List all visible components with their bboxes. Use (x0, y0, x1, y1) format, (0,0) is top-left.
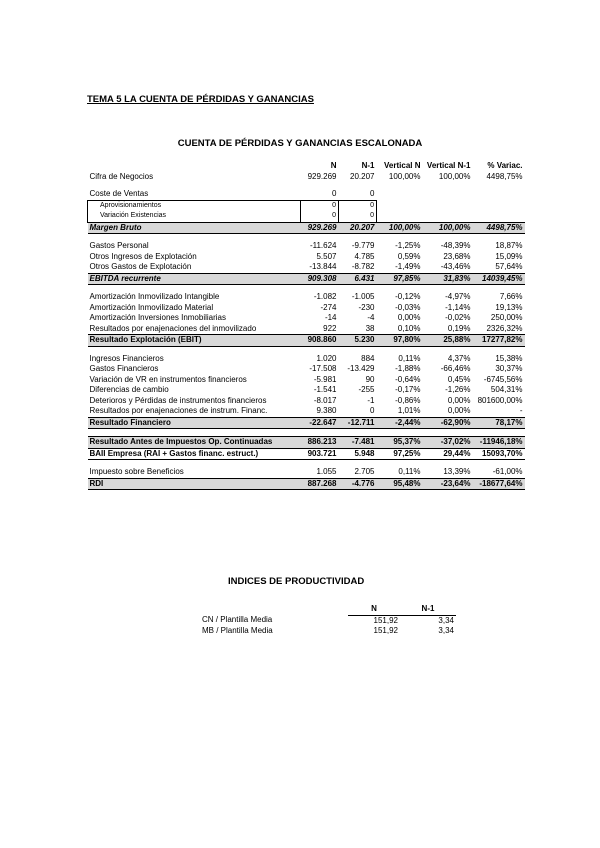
table-row (88, 292, 525, 303)
table-row (88, 406, 525, 417)
value-variation: 18,87% (495, 241, 523, 250)
table-row (88, 189, 525, 200)
value-n1: 5.230 (339, 335, 377, 347)
value-vertical-n1: -4,97% (445, 292, 471, 301)
value-n: 887.268 (301, 478, 339, 490)
value-vertical-n: 0,11% (398, 467, 421, 476)
value-vertical-n: 95,48% (377, 478, 423, 490)
value-n: 1.020 (316, 353, 337, 363)
value-variation: 801600,00% (477, 395, 523, 405)
row-label: Cifra de Negocios (89, 171, 154, 181)
value-vertical-n: -1,88% (395, 364, 421, 373)
value-vertical-n: 0,59% (397, 251, 421, 261)
value-n: -22.647 (301, 417, 339, 429)
row-label: Otros Gastos de Explotación (89, 262, 192, 271)
value-variation: -18677,64% (473, 478, 525, 490)
table-row (200, 626, 456, 637)
subtotal-row (88, 417, 525, 429)
value-n1: -255 (358, 385, 375, 394)
value-vertical-n: 100,00% (388, 171, 421, 181)
value-n1: 0 (339, 200, 377, 211)
value-vertical-n1: -62,90% (423, 417, 473, 429)
table-row (88, 211, 525, 222)
value-n: -11.624 (309, 241, 337, 250)
value-n: -13.844 (309, 262, 337, 271)
value-n1: -1 (367, 395, 375, 405)
table-row (88, 354, 525, 365)
value-n: -8.017 (313, 395, 337, 405)
value-n1: -7.481 (339, 437, 377, 449)
row-label: BAII Empresa (RAI + Gastos financ. estruct.) (88, 448, 301, 460)
table-row (88, 262, 525, 273)
value-variation: 17277,82% (473, 335, 525, 347)
col-header-n: N (330, 161, 337, 170)
column-header-row (200, 604, 456, 615)
value-vertical-n: -1,25% (395, 241, 421, 250)
value-vertical-n: 95,37% (377, 437, 423, 449)
value-vertical-n1: 4,37% (447, 353, 471, 363)
value-vertical-n1: 13,39% (443, 467, 471, 476)
row-label: Aprovisionamientos (88, 200, 301, 211)
value-vertical-n: 0,10% (397, 323, 421, 333)
table-row (88, 364, 525, 375)
value-vertical-n1: 100,00% (438, 171, 471, 181)
row-label: Gastos Personal (89, 241, 149, 250)
page-topic-heading: TEMA 5 LA CUENTA DE PÉRDIDAS Y GANANCIAS (87, 94, 314, 105)
subtotal-row (88, 273, 525, 285)
value-n1: 0 (339, 211, 377, 222)
value-n: 929.269 (301, 222, 339, 234)
row-label: Amortización Inversiones Inmobiliarias (89, 313, 226, 322)
value-vertical-n1: 0,00% (447, 406, 471, 415)
value-n1: -9.779 (351, 241, 375, 250)
value-n: 0 (301, 211, 339, 222)
value-vertical-n: -0,17% (395, 385, 421, 394)
value-n: -1.541 (313, 385, 337, 394)
value-vertical-n: -1,49% (395, 262, 421, 271)
value-n1: 0 (370, 406, 375, 415)
table-row (88, 252, 525, 263)
value-variation: 250,00% (490, 313, 523, 322)
value-vertical-n1: 31,83% (423, 273, 473, 285)
row-label: Resultado Financiero (88, 417, 301, 429)
table-row (88, 467, 525, 478)
row-label: Resultado Antes de Impuestos Op. Continuadas (88, 437, 301, 449)
value-n1: 3,34 (438, 615, 454, 625)
value-vertical-n1: 0,19% (447, 323, 471, 333)
value-n: 908.860 (301, 335, 339, 347)
value-n1: -8.782 (351, 262, 375, 271)
col-header-n: N (348, 604, 400, 615)
value-n: 886.213 (301, 437, 339, 449)
row-label: Variación Existencias (88, 211, 301, 222)
value-n: 909.308 (301, 273, 339, 285)
value-n1: 6.431 (339, 273, 377, 285)
value-vertical-n: 97,80% (377, 335, 423, 347)
value-variation: 14039,45% (473, 273, 525, 285)
row-label: Deterioros y Pérdidas de instrumentos financieros (89, 395, 267, 405)
row-label: Resultados por enajenaciones del inmovilizado (89, 323, 257, 333)
value-n: 0 (301, 200, 339, 211)
value-vertical-n1: -37,02% (423, 437, 473, 449)
value-vertical-n: -0,12% (395, 292, 421, 301)
row-label: Margen Bruto (88, 222, 301, 234)
value-variation: 2326,32% (486, 323, 523, 333)
row-label: Variación de VR en instrumentos financieros (89, 374, 247, 384)
row-label: MB / Plantilla Media (202, 626, 273, 635)
value-variation: 19,13% (495, 302, 523, 312)
income-statement-title: CUENTA DE PÉRDIDAS Y GANANCIAS ESCALONADA (177, 138, 423, 149)
row-label: Impuesto sobre Beneficios (89, 467, 184, 476)
value-n: -274 (320, 302, 337, 312)
row-label: Diferencias de cambio (89, 385, 169, 394)
table-row (88, 241, 525, 252)
value-vertical-n1: -66,46% (440, 364, 471, 373)
subtotal-row (88, 437, 525, 449)
value-n1: 90 (365, 374, 375, 384)
value-vertical-n1: -43,46% (440, 262, 471, 271)
value-variation: 504,31% (490, 385, 523, 394)
value-n1: -1.005 (351, 292, 375, 301)
value-variation: 15,38% (495, 353, 523, 363)
value-n: 922 (323, 323, 337, 333)
value-variation: 15,09% (495, 251, 523, 261)
table-row (88, 313, 525, 324)
row-label: Resultado Explotación (EBIT) (88, 335, 301, 347)
value-vertical-n1: 0,45% (447, 374, 471, 384)
value-variation: -6745,56% (483, 374, 523, 384)
value-variation: -11946,18% (473, 437, 525, 449)
productivity-table (200, 604, 456, 637)
value-n: 1.055 (316, 467, 337, 476)
subtotal-row (88, 335, 525, 347)
value-n1: 884 (361, 353, 375, 363)
value-vertical-n1: -48,39% (440, 241, 471, 250)
value-vertical-n1: -1,26% (445, 385, 471, 394)
value-vertical-n: 0,00% (397, 313, 421, 322)
value-variation: 15093,70% (473, 448, 525, 460)
value-vertical-n: 100,00% (377, 222, 423, 234)
value-vertical-n: 0,11% (398, 353, 421, 363)
col-header-variation: % Variac. (487, 161, 523, 170)
value-n: -5.981 (313, 374, 337, 384)
value-vertical-n1: 23,68% (443, 251, 471, 261)
value-variation: 4498,75% (486, 171, 523, 181)
value-n1: -12.711 (339, 417, 377, 429)
value-vertical-n: 97,25% (377, 448, 423, 460)
col-header-n1: N-1 (361, 161, 375, 170)
value-vertical-n1: 29,44% (423, 448, 473, 460)
col-header-vertical-n1: Vertical N-1 (426, 161, 471, 170)
value-vertical-n1: 25,88% (423, 335, 473, 347)
subtotal-row (88, 222, 525, 234)
value-n1: -13.429 (347, 364, 375, 373)
value-vertical-n: -0,86% (395, 395, 421, 405)
value-n1: 20.207 (339, 222, 377, 234)
value-n: 151,92 (373, 626, 398, 635)
value-n: 929.269 (307, 171, 337, 181)
value-n1: -4 (367, 313, 375, 322)
value-variation: 4498,75% (473, 222, 525, 234)
value-n1: 20.207 (350, 171, 375, 181)
value-n: -17.508 (309, 364, 337, 373)
value-n: -1.082 (313, 292, 337, 301)
col-header-vertical-n: Vertical N (384, 161, 421, 170)
subtotal-row (88, 478, 525, 490)
row-label: Gastos Financieros (89, 364, 159, 373)
row-label: Amortización Inmovilizado Intangible (89, 292, 220, 301)
value-vertical-n: -2,44% (377, 417, 423, 429)
value-vertical-n: -0,64% (395, 374, 421, 384)
value-variation: 57,64% (495, 262, 523, 271)
value-vertical-n1: 0,00% (447, 395, 471, 405)
table-row (88, 200, 525, 211)
income-statement-table (87, 161, 525, 490)
value-n1: 5.948 (339, 448, 377, 460)
value-variation: - (519, 406, 523, 415)
value-vertical-n: 1,01% (397, 406, 421, 415)
value-vertical-n1: -0,02% (445, 313, 471, 322)
value-variation: -61,00% (492, 467, 523, 476)
value-vertical-n1: -1,14% (445, 302, 471, 312)
row-label: EBITDA recurrente (88, 273, 301, 285)
value-n: 903.721 (301, 448, 339, 460)
value-vertical-n: -0,03% (395, 302, 421, 312)
row-label: Resultados por enajenaciones de instrum. Financ. (89, 406, 268, 415)
table-row (88, 396, 525, 407)
value-vertical-n1: -23,64% (423, 478, 473, 490)
value-n: 151,92 (373, 615, 398, 625)
value-n: -14 (324, 313, 337, 322)
productivity-title: INDICES DE PRODUCTIVIDAD (228, 576, 365, 587)
value-n1: 4.785 (354, 251, 375, 261)
table-row (88, 448, 525, 460)
value-vertical-n1: 100,00% (423, 222, 473, 234)
value-n: 5.507 (316, 251, 337, 261)
row-label: Ingresos Financieros (89, 353, 164, 363)
table-row (88, 172, 525, 183)
row-label: Coste de Ventas (88, 189, 301, 200)
table-row (88, 375, 525, 386)
table-row (88, 303, 525, 314)
table-row (200, 615, 456, 626)
value-n1: 38 (365, 323, 375, 333)
value-n1: -4.776 (339, 478, 377, 490)
value-variation: 30,37% (495, 364, 523, 373)
row-label: CN / Plantilla Media (202, 615, 273, 625)
row-label: Otros Ingresos de Explotación (89, 251, 197, 261)
row-label: Amortización Inmovilizado Material (89, 302, 214, 312)
value-variation: 78,17% (473, 417, 525, 429)
value-vertical-n: 97,85% (377, 273, 423, 285)
value-n1: 3,34 (438, 626, 454, 635)
value-n: 9.380 (316, 406, 337, 415)
value-n1: -230 (358, 302, 375, 312)
row-label: RDI (88, 478, 301, 490)
value-n: 0 (301, 189, 339, 200)
value-variation: 7,66% (499, 292, 523, 301)
value-n1: 2.705 (354, 467, 375, 476)
table-row (88, 324, 525, 335)
table-row (88, 385, 525, 396)
value-n1: 0 (339, 189, 377, 200)
col-header-n1: N-1 (400, 604, 456, 615)
column-header-row (88, 161, 525, 172)
